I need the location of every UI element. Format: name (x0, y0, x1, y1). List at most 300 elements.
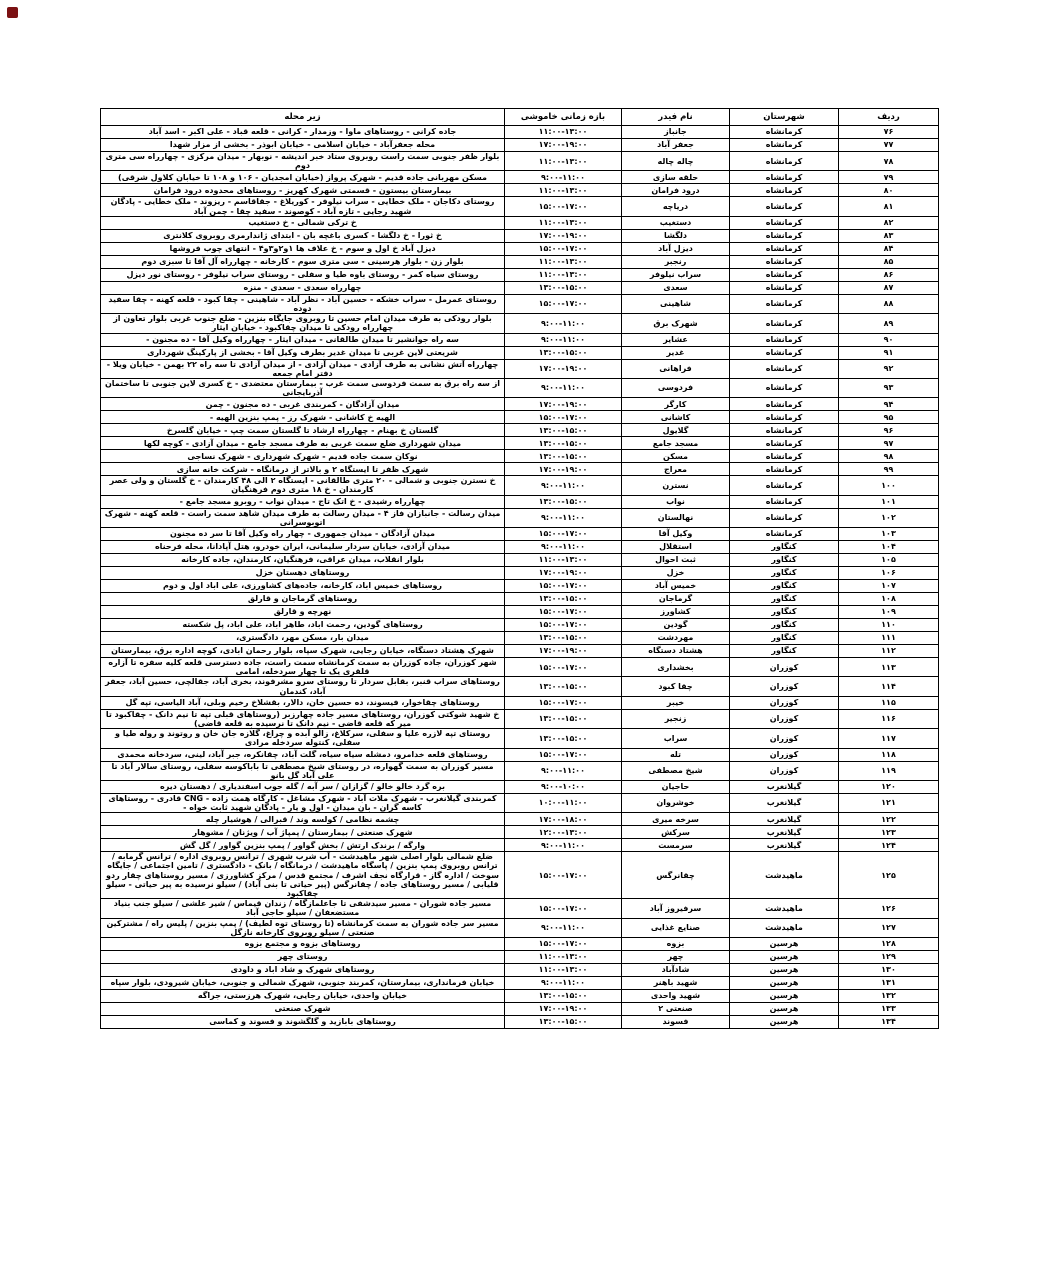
time-range-cell: ۱۳:۰۰-۱۵:۰۰ (505, 1015, 622, 1028)
county-cell: کرمانشاه (730, 216, 839, 229)
row-number-cell: ۸۵ (839, 255, 939, 268)
feeder-cell: کارگر (622, 398, 730, 411)
feeder-cell: چقانرگس (622, 852, 730, 899)
county-cell: کنگاور (730, 541, 839, 554)
row-number-cell: ۸۴ (839, 242, 939, 255)
row-number-cell: ۷۷ (839, 139, 939, 152)
row-number-cell: ۱۱۵ (839, 696, 939, 709)
sub-area-cell: روستاهای دهستان خزل (101, 567, 505, 580)
row-number-cell: ۱۰۹ (839, 606, 939, 619)
sub-area-cell: خ شهید شوکتی کوزران، روستاهای مسیر جاده چهارزبر (روستاهای قبلی تپه تا نیم دانک - چقاکبود تا میر که قلعه قاضی - نیم دانک تا نرسیده به قلعه قاضی) (101, 709, 505, 728)
county-cell: هرسین (730, 963, 839, 976)
table-row (101, 139, 939, 152)
table-row (101, 793, 939, 812)
sub-area-cell: روستاهای بابازید و گلگشوند و فسوند و کماسی (101, 1015, 505, 1028)
sub-area-cell: الهیه خ کاشانی - شهرک رز - پمپ بنزین الهیه - (101, 411, 505, 424)
table-row (101, 658, 939, 677)
sub-area-cell: مسیر سر جاده شوران به سمت کرمانشاه (تا روستای توه لطیف) / پمپ بنزین / پلیس راه / مشترکین صنعتی / سیلو روبروی کارخانه نازگل (101, 918, 505, 937)
table-row (101, 619, 939, 632)
county-cell: کرمانشاه (730, 424, 839, 437)
county-cell: کوزران (730, 748, 839, 761)
county-cell: کنگاور (730, 645, 839, 658)
county-cell: کرمانشاه (730, 528, 839, 541)
feeder-cell: درود فرامان (622, 184, 730, 197)
county-cell: کرمانشاه (730, 314, 839, 333)
table-row (101, 918, 939, 937)
time-range-cell: ۱۷:۰۰-۱۹:۰۰ (505, 645, 622, 658)
sub-area-cell: بره گرد خالو خالو / گزازان / سر آبه / گله جوب اسفندیاری / دهستان دیره (101, 780, 505, 793)
time-range-cell: ۱۳:۰۰-۱۵:۰۰ (505, 729, 622, 748)
row-number-cell: ۷۹ (839, 171, 939, 184)
county-cell: کرمانشاه (730, 139, 839, 152)
county-cell: کنگاور (730, 580, 839, 593)
sub-area-cell: روستاهای چقاخوار، فیسوند، ده حسین خان، دالار، بقشلاخ رخیم وبلی، آباد الیاسی، تپه گل (101, 696, 505, 709)
sub-area-cell: خ ثورا - خ دلگشا - کسری باغچه بان - ابتدای ژاندارمری روبروی کلانتری (101, 229, 505, 242)
feeder-cell: فسوند (622, 1015, 730, 1028)
table-row (101, 554, 939, 567)
table-row (101, 899, 939, 918)
row-number-cell: ۹۰ (839, 333, 939, 346)
feeder-cell: چقا کبود (622, 677, 730, 696)
county-cell: کرمانشاه (730, 450, 839, 463)
time-range-cell: ۱۳:۰۰-۱۵:۰۰ (505, 989, 622, 1002)
time-range-cell: ۱۱:۰۰-۱۳:۰۰ (505, 268, 622, 281)
feeder-cell: خمیس آباد (622, 580, 730, 593)
table-row (101, 314, 939, 333)
table-row (101, 508, 939, 527)
sub-area-cell: مسیر کوزران به سمت گهواره، در روستای شیخ مصطفی تا باباکوسه سفلی، روستای سالار آباد تا علی آباد گل بانو (101, 761, 505, 780)
time-range-cell: ۹:۰۰-۱۱:۰۰ (505, 918, 622, 937)
county-cell: کوزران (730, 658, 839, 677)
row-number-cell: ۹۵ (839, 411, 939, 424)
feeder-cell: شادآباد (622, 963, 730, 976)
table-row (101, 333, 939, 346)
feeder-cell: خوشروان (622, 793, 730, 812)
time-range-cell: ۱۳:۰۰-۱۵:۰۰ (505, 346, 622, 359)
red-corner-mark-icon (7, 7, 18, 18)
row-number-cell: ۱۲۹ (839, 950, 939, 963)
county-cell: هرسین (730, 976, 839, 989)
sub-area-cell: میدان آزادگان - میدان جمهوری - چهار راه وکیل آقا تا سر ده مجنون (101, 528, 505, 541)
feeder-cell: حاجیان (622, 780, 730, 793)
county-cell: کرمانشاه (730, 437, 839, 450)
row-number-cell: ۱۲۷ (839, 918, 939, 937)
time-range-cell: ۱۳:۰۰-۱۵:۰۰ (505, 450, 622, 463)
row-number-cell: ۸۷ (839, 281, 939, 294)
time-range-cell: ۱۵:۰۰-۱۷:۰۰ (505, 294, 622, 313)
sub-area-cell: شریعتی لاین غربی تا میدان غدیر بطرف وکیل آقا - بخشی از پارکینگ شهرداری (101, 346, 505, 359)
time-range-cell: ۹:۰۰-۱۱:۰۰ (505, 976, 622, 989)
sub-area-cell: میدان رسالت - جانبازان فاز ۴ - میدان رسالت به طرف میدان شاهد سمت راست - قلعه کهنه - شهرک اتوبوسرانی (101, 508, 505, 527)
sub-area-cell: چهارراه سعدی - سعدی - منزه (101, 281, 505, 294)
row-number-cell: ۱۰۰ (839, 476, 939, 495)
time-range-cell: ۱۵:۰۰-۱۷:۰۰ (505, 658, 622, 677)
sub-area-cell: روستاهای شهرک و شاد اباد و داودی (101, 963, 505, 976)
county-cell: هرسین (730, 950, 839, 963)
table-row (101, 463, 939, 476)
row-number-cell: ۱۲۱ (839, 793, 939, 812)
table-row (101, 171, 939, 184)
county-cell: کرمانشاه (730, 359, 839, 378)
feeder-cell: سرخه میری (622, 813, 730, 826)
row-number-cell: ۱۲۴ (839, 839, 939, 852)
feeder-cell: فراهانی (622, 359, 730, 378)
county-cell: کرمانشاه (730, 463, 839, 476)
county-cell: گیلانغرب (730, 813, 839, 826)
time-range-cell: ۱۵:۰۰-۱۷:۰۰ (505, 242, 622, 255)
sub-area-cell: از سه راه برق به سمت فردوسی سمت غرب - بیمارستان معتضدی - خ کسری لاین جنوبی تا ساختمان آذربایجانی (101, 378, 505, 397)
row-number-cell: ۹۶ (839, 424, 939, 437)
sub-area-cell: کمربندی گیلانغرب - شهرک ملات آباد - شهرک مشاغل - کارگاه همت زاده - CNG قادری - روستاهای کاسه گران - بان میدان - اول و یار - پادگان شهید ثابت خواه - (101, 793, 505, 812)
sub-area-cell: میدان آزادی، خیابان سردار سلیمانی، ایران خودرو، هتل آپادانا، محله فرحناه (101, 541, 505, 554)
row-number-cell: ۹۷ (839, 437, 939, 450)
time-range-cell: ۱۰:۰۰-۱۱:۰۰ (505, 793, 622, 812)
sub-area-cell: چهارراه آتش نشانی به طرف آزادی - میدان آزادی - از میدان آزادی تا سه راه ۲۲ بهمن - خیابان ویلا - دفتر امام جمعه (101, 359, 505, 378)
feeder-cell: جعفر آباد (622, 139, 730, 152)
feeder-cell: سراب (622, 729, 730, 748)
time-range-cell: ۱۵:۰۰-۱۷:۰۰ (505, 606, 622, 619)
table-row (101, 567, 939, 580)
row-number-cell: ۹۳ (839, 378, 939, 397)
county-cell: گیلانغرب (730, 780, 839, 793)
table-row (101, 411, 939, 424)
sub-area-cell: وارگه / برندک ارتش / بخش گواور / پمپ بنزین گواور / گل گش (101, 839, 505, 852)
time-range-cell: ۱۳:۰۰-۱۵:۰۰ (505, 632, 622, 645)
feeder-cell: گلایول (622, 424, 730, 437)
row-number-cell: ۹۱ (839, 346, 939, 359)
sub-area-cell: سه راه جوانشیر تا میدان طالقانی - میدان ایثار - چهارراه وکیل آقا - ده مجنون - (101, 333, 505, 346)
feeder-cell: نسترن (622, 476, 730, 495)
row-number-cell: ۹۴ (839, 398, 939, 411)
feeder-cell: نهالستان (622, 508, 730, 527)
county-cell: کرمانشاه (730, 184, 839, 197)
county-cell: کنگاور (730, 593, 839, 606)
county-cell: گیلانغرب (730, 839, 839, 852)
table-row (101, 606, 939, 619)
sub-area-cell: شهرک ظفر تا ایستگاه ۲ و بالاتر از درمانگاه - شرکت خانه سازی (101, 463, 505, 476)
table-row (101, 593, 939, 606)
row-number-cell: ۱۱۰ (839, 619, 939, 632)
row-number-cell: ۱۰۱ (839, 495, 939, 508)
table-row (101, 255, 939, 268)
feeder-cell: گرماجان (622, 593, 730, 606)
time-range-cell: ۱۳:۰۰-۱۵:۰۰ (505, 677, 622, 696)
row-number-cell: ۱۰۲ (839, 508, 939, 527)
county-cell: کرمانشاه (730, 152, 839, 171)
outage-schedule-table (100, 108, 939, 1029)
county-cell: کرمانشاه (730, 126, 839, 139)
row-number-cell: ۱۲۳ (839, 826, 939, 839)
county-cell: کرمانشاه (730, 398, 839, 411)
county-cell: کوزران (730, 761, 839, 780)
table-row (101, 963, 939, 976)
time-range-cell: ۱۷:۰۰-۱۹:۰۰ (505, 139, 622, 152)
row-number-cell: ۱۱۲ (839, 645, 939, 658)
sub-area-cell: روستای چهر (101, 950, 505, 963)
row-number-cell: ۱۱۶ (839, 709, 939, 728)
sub-area-cell: روستاهای گودین، رحمت اباد، طاهر اباد، علی اباد، پل شکسته (101, 619, 505, 632)
sub-area-cell: چهارراه رشیدی - خ اتک تاج - میدان نواب - روبرو مسجد جامع - (101, 495, 505, 508)
row-number-cell: ۱۱۸ (839, 748, 939, 761)
row-number-cell: ۱۰۷ (839, 580, 939, 593)
table-row (101, 748, 939, 761)
time-range-cell: ۱۲:۰۰-۱۳:۰۰ (505, 826, 622, 839)
county-cell: ماهیدشت (730, 899, 839, 918)
county-cell: هرسین (730, 1015, 839, 1028)
county-cell: کرمانشاه (730, 378, 839, 397)
sub-area-cell: بیمارستان بیستون - قسمتی شهرک کهریز - روستاهای محدوده درود فرامان (101, 184, 505, 197)
row-number-cell: ۸۰ (839, 184, 939, 197)
feeder-cell: چاله چاله (622, 152, 730, 171)
feeder-cell: سرمست (622, 839, 730, 852)
sub-area-cell: خ ترکی شمالی - خ دستغیب (101, 216, 505, 229)
sub-area-cell: بلوار زن - بلوار هرسینی - سی متری سوم - کارخانه - چهارراه آل آقا تا سبزی دوم (101, 255, 505, 268)
table-row (101, 359, 939, 378)
time-range-cell: ۹:۰۰-۱۱:۰۰ (505, 508, 622, 527)
row-number-cell: ۱۱۹ (839, 761, 939, 780)
table-row (101, 152, 939, 171)
sub-area-cell: میدان بار، مسکن مهر، دادگستری، (101, 632, 505, 645)
time-range-cell: ۹:۰۰-۱۱:۰۰ (505, 378, 622, 397)
table-row (101, 242, 939, 255)
table-row (101, 528, 939, 541)
table-row (101, 632, 939, 645)
time-range-cell: ۱۵:۰۰-۱۷:۰۰ (505, 852, 622, 899)
table-row (101, 229, 939, 242)
table-row (101, 976, 939, 989)
feeder-cell: نواب (622, 495, 730, 508)
sub-area-cell: روستاهای قلعه خدامرو، دمشله سیاه سیاه، گلت آباد، چقانکره، جبر آباد، لینی، سردخانه محمدی (101, 748, 505, 761)
row-number-cell: ۱۱۴ (839, 677, 939, 696)
table-row (101, 729, 939, 748)
table-row (101, 541, 939, 554)
row-number-cell: ۱۳۱ (839, 976, 939, 989)
sub-area-cell: خیابان واحدی، خیابان رجایی، شهرک هرزستی، جراگه (101, 989, 505, 1002)
feeder-cell: مسکن (622, 450, 730, 463)
row-number-cell: ۹۲ (839, 359, 939, 378)
feeder-cell: عشایر (622, 333, 730, 346)
header-feeder: نام فیدر (622, 109, 730, 126)
county-cell: کرمانشاه (730, 171, 839, 184)
sub-area-cell: مسیر جاده شوران - مسیر سیدشفی تا جاعلمازگاه / زندان قیماس / شیر علشی / سیلو جنب بنیاد مستضعفان / سیلو حاجی آباد (101, 899, 505, 918)
time-range-cell: ۹:۰۰-۱۰:۰۰ (505, 780, 622, 793)
time-range-cell: ۱۵:۰۰-۱۷:۰۰ (505, 696, 622, 709)
sub-area-cell: روستاهای گرماجان و قارلق (101, 593, 505, 606)
feeder-cell: غدیر (622, 346, 730, 359)
row-number-cell: ۱۰۵ (839, 554, 939, 567)
row-number-cell: ۱۰۳ (839, 528, 939, 541)
time-range-cell: ۱۵:۰۰-۱۷:۰۰ (505, 197, 622, 216)
table-row (101, 126, 939, 139)
time-range-cell: ۱۱:۰۰-۱۳:۰۰ (505, 216, 622, 229)
row-number-cell: ۱۱۷ (839, 729, 939, 748)
header-county: شهرستان (730, 109, 839, 126)
sub-area-cell: گلستان خ بهنام - چهارراه ارشاد تا گلستان سمت چپ - خیابان گلسرخ (101, 424, 505, 437)
sub-area-cell: میدان شهرداری ضلع سمت غربی به طرف مسجد جامع - میدان آزادی - کوچه لکها (101, 437, 505, 450)
county-cell: گیلانغرب (730, 826, 839, 839)
county-cell: کوزران (730, 729, 839, 748)
table-row (101, 580, 939, 593)
row-number-cell: ۱۰۶ (839, 567, 939, 580)
feeder-cell: فردوسی (622, 378, 730, 397)
time-range-cell: ۱۱:۰۰-۱۳:۰۰ (505, 152, 622, 171)
feeder-cell: حلقه سازی (622, 171, 730, 184)
row-number-cell: ۸۱ (839, 197, 939, 216)
time-range-cell: ۱۵:۰۰-۱۷:۰۰ (505, 748, 622, 761)
row-number-cell: ۱۱۱ (839, 632, 939, 645)
time-range-cell: ۱۵:۰۰-۱۷:۰۰ (505, 937, 622, 950)
sub-area-cell: بلوار ظفر جنوبی سمت راست روبروی ستاد خبر اندیشه - نوبهار - میدان مرکزی - چهارراه سی متری دوم (101, 152, 505, 171)
table-row (101, 989, 939, 1002)
sub-area-cell: ضلع شمالی بلوار اصلی شهر ماهیدشت - آب شرب شهری / ترانس روبروی اداره / ترانس گرمابه / ترانس روبروی پمپ بنزین / پاسگاه ماهیدشت / درمانگاه / بانک - دادگستری / تامین اجتماعی / جایگاه سوخت / اداره گاز - قرارگاه نجف اشرف / مجتمع قدس / مرکز کشاورزی / مسیر روستاهای چقار ردو قلیابی / مسیر روستاهای جاده / چقانرگس (پیر حیاتی تا بنی آباد) / سیلو نرسیده به پیر حیاتی - سیلو چقاکبود (101, 852, 505, 899)
time-range-cell: ۹:۰۰-۱۱:۰۰ (505, 476, 622, 495)
row-number-cell: ۷۶ (839, 126, 939, 139)
table-row (101, 839, 939, 852)
table-row (101, 1002, 939, 1015)
sub-area-cell: روستاهای خمیس اباد، کارخانه، جاده‌های کشاورزی، علی اباد اول و دوم (101, 580, 505, 593)
feeder-cell: سرفیروز آباد (622, 899, 730, 918)
feeder-cell: سرکش (622, 826, 730, 839)
feeder-cell: زنجیر (622, 709, 730, 728)
county-cell: کرمانشاه (730, 508, 839, 527)
table-row (101, 1015, 939, 1028)
county-cell: کرمانشاه (730, 268, 839, 281)
row-number-cell: ۱۲۵ (839, 852, 939, 899)
row-number-cell: ۱۳۲ (839, 989, 939, 1002)
sub-area-cell: روستای دکاجان - ملک خطایی - سراب نیلوفر - کوریلاغ - جقاقاسم - ریزوند - ملک خطایی - پادگان شهید رجایی - تازه آباد - کوصوند - سفید چقا - چمن آباد (101, 197, 505, 216)
time-range-cell: ۱۷:۰۰-۱۹:۰۰ (505, 229, 622, 242)
row-number-cell: ۸۲ (839, 216, 939, 229)
time-range-cell: ۱۳:۰۰-۱۵:۰۰ (505, 424, 622, 437)
county-cell: کوزران (730, 696, 839, 709)
table-header (101, 109, 939, 126)
time-range-cell: ۱۱:۰۰-۱۳:۰۰ (505, 184, 622, 197)
row-number-cell: ۱۳۰ (839, 963, 939, 976)
sub-area-cell: روستای عمرمل - سراب خشکه - حسین آباد - نظر آباد - شاهینی - چقا کبود - قلعه کهنه - چقا سفید دوده (101, 294, 505, 313)
sub-area-cell: خ نسترن جنوبی و شمالی - ۲۰ متری طالقانی - ایستگاه ۲ الی ۴۸ کارمندان - خ گلستان و ولی عصر کارمندان - خ ۱۸ متری دوم فرهنگیان (101, 476, 505, 495)
feeder-cell: جانباز (622, 126, 730, 139)
row-number-cell: ۸۸ (839, 294, 939, 313)
table-row (101, 696, 939, 709)
time-range-cell: ۱۷:۰۰-۱۹:۰۰ (505, 359, 622, 378)
time-range-cell: ۱۵:۰۰-۱۷:۰۰ (505, 411, 622, 424)
county-cell: گیلانغرب (730, 793, 839, 812)
feeder-cell: خیبر (622, 696, 730, 709)
feeder-cell: دریاچه (622, 197, 730, 216)
feeder-cell: وکیل آقا (622, 528, 730, 541)
time-range-cell: ۱۳:۰۰-۱۵:۰۰ (505, 593, 622, 606)
county-cell: کوزران (730, 677, 839, 696)
feeder-cell: شهید باهنر (622, 976, 730, 989)
feeder-cell: شیخ مصطفی (622, 761, 730, 780)
table-row (101, 216, 939, 229)
county-cell: کنگاور (730, 606, 839, 619)
row-number-cell: ۹۹ (839, 463, 939, 476)
county-cell: ماهیدشت (730, 918, 839, 937)
row-number-cell: ۱۲۶ (839, 899, 939, 918)
time-range-cell: ۱۷:۰۰-۱۹:۰۰ (505, 1002, 622, 1015)
feeder-cell: دیزل آباد (622, 242, 730, 255)
time-range-cell: ۱۱:۰۰-۱۳:۰۰ (505, 950, 622, 963)
table-row (101, 378, 939, 397)
table-row (101, 826, 939, 839)
feeder-cell: بخشداری (622, 658, 730, 677)
sub-area-cell: چشمه نظامی / کولسه وند / قبرالی / هوشیار چله (101, 813, 505, 826)
time-range-cell: ۱۵:۰۰-۱۷:۰۰ (505, 899, 622, 918)
feeder-cell: صنایع غذایی (622, 918, 730, 937)
table-row (101, 645, 939, 658)
time-range-cell: ۹:۰۰-۱۱:۰۰ (505, 171, 622, 184)
sub-area-cell: نوکان سمت جاده قدیم - شهرک شهرداری - شهرک نساجی (101, 450, 505, 463)
table-row (101, 813, 939, 826)
table-row (101, 268, 939, 281)
row-number-cell: ۱۲۰ (839, 780, 939, 793)
feeder-cell: بزوه (622, 937, 730, 950)
table-row (101, 294, 939, 313)
time-range-cell: ۱۵:۰۰-۱۷:۰۰ (505, 580, 622, 593)
county-cell: کرمانشاه (730, 476, 839, 495)
table-row (101, 424, 939, 437)
county-cell: کنگاور (730, 632, 839, 645)
county-cell: کنگاور (730, 619, 839, 632)
time-range-cell: ۱۱:۰۰-۱۳:۰۰ (505, 554, 622, 567)
table-row (101, 476, 939, 495)
row-number-cell: ۱۲۸ (839, 937, 939, 950)
table-row (101, 450, 939, 463)
feeder-cell: چهر (622, 950, 730, 963)
sub-area-cell: شهرک صنعتی / بیمارستان / پمپاژ آب / ویژنان / مشوهار (101, 826, 505, 839)
feeder-cell: تله (622, 748, 730, 761)
feeder-cell: دلگشا (622, 229, 730, 242)
sub-area-cell: روستاهای سراب قنبر، بقابل سردار تا روستای سرو مشرفوند، بخری آباد، جقالچی، حسین آباد، جعفر آباد، کندمان (101, 677, 505, 696)
feeder-cell: رنجبر (622, 255, 730, 268)
county-cell: کرمانشاه (730, 197, 839, 216)
sub-area-cell: شهرک صنعتی (101, 1002, 505, 1015)
header-sub-area: زیر محله (101, 109, 505, 126)
time-range-cell: ۱۱:۰۰-۱۳:۰۰ (505, 255, 622, 268)
sub-area-cell: مسکن مهربانی جاده قدیم - شهرک پرواز (خیابان امجدیان - ۱۰۶ و ۱۰۸ تا خیابان کلاول شرقی) (101, 171, 505, 184)
county-cell: کرمانشاه (730, 255, 839, 268)
time-range-cell: ۹:۰۰-۱۱:۰۰ (505, 333, 622, 346)
sub-area-cell: شهر کوزران، جاده کوزران به سمت کرمانشاه سمت راست، جاده دسترسی قلعه کلیه سفره تا آزاره قلقری یک تا چهار سردخله، امامی (101, 658, 505, 677)
county-cell: کرمانشاه (730, 281, 839, 294)
sub-area-cell: نهرچه و قارلق (101, 606, 505, 619)
row-number-cell: ۸۹ (839, 314, 939, 333)
feeder-cell: ثبت احوال (622, 554, 730, 567)
table-body (101, 126, 939, 1029)
row-number-cell: ۸۳ (839, 229, 939, 242)
row-number-cell: ۹۸ (839, 450, 939, 463)
feeder-cell: مسجد جامع (622, 437, 730, 450)
time-range-cell: ۹:۰۰-۱۱:۰۰ (505, 314, 622, 333)
row-number-cell: ۷۸ (839, 152, 939, 171)
feeder-cell: شاهینی (622, 294, 730, 313)
table-row (101, 709, 939, 728)
table-row (101, 346, 939, 359)
row-number-cell: ۱۳۳ (839, 1002, 939, 1015)
feeder-cell: خزل (622, 567, 730, 580)
county-cell: کرمانشاه (730, 495, 839, 508)
row-number-cell: ۱۱۳ (839, 658, 939, 677)
table-row (101, 950, 939, 963)
feeder-cell: صنعتی ۲ (622, 1002, 730, 1015)
header-time-range: بازه زمانی خاموشی (505, 109, 622, 126)
sub-area-cell: روستای سیاه کمر - روستای باوه طیا و سفلی - روستای سراب نیلوفر - روستای نور دیزل (101, 268, 505, 281)
table-row (101, 281, 939, 294)
time-range-cell: ۱۱:۰۰-۱۳:۰۰ (505, 126, 622, 139)
table-row (101, 398, 939, 411)
feeder-cell: هشتاد دستگاه (622, 645, 730, 658)
